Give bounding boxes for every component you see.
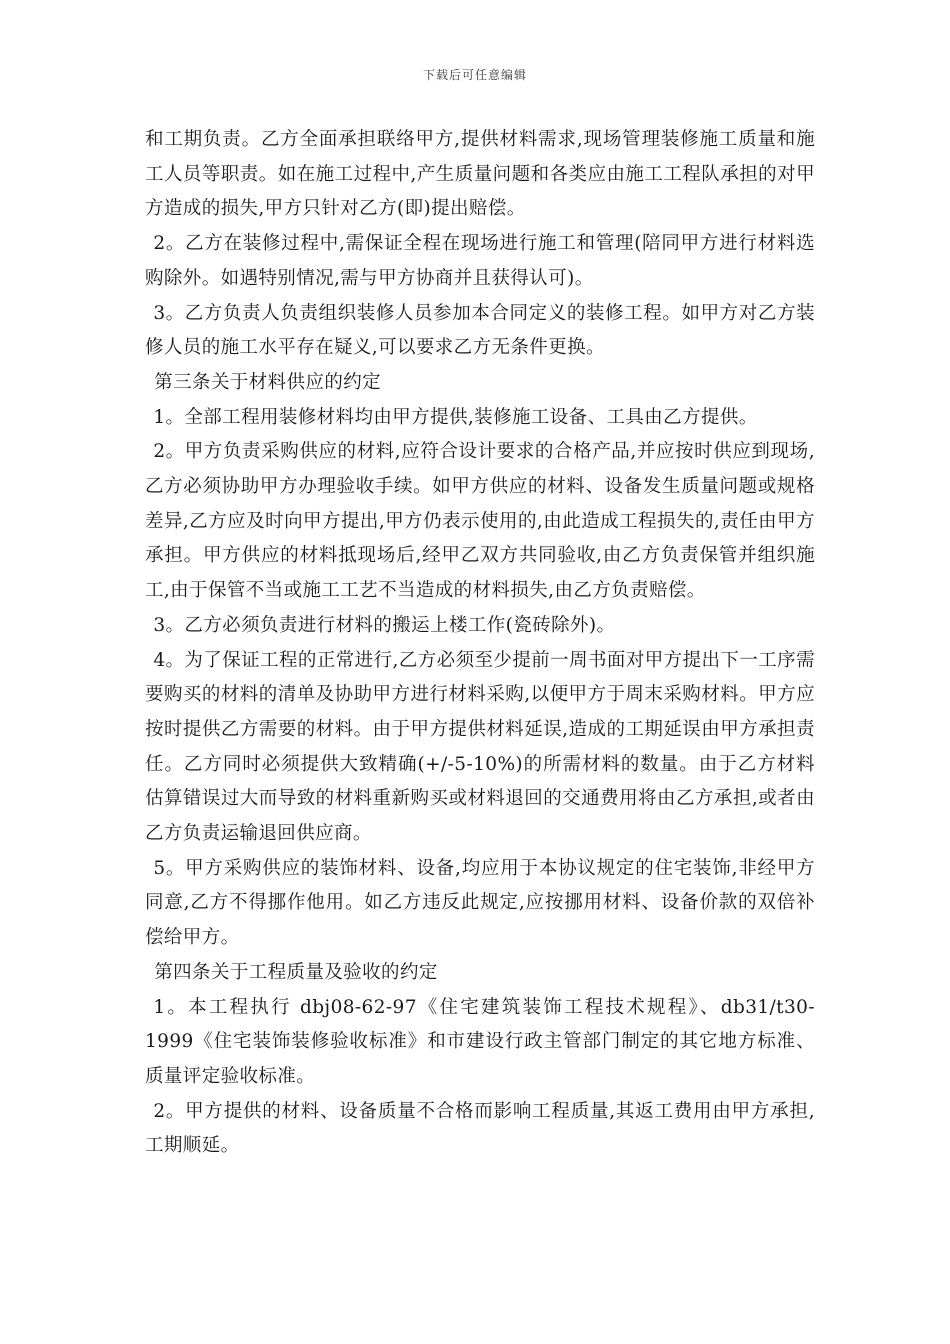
page-header-note: 下载后可任意编辑 bbox=[422, 68, 527, 82]
paragraph-item-1: 1。全部工程用装修材料均由甲方提供,装修施工设备、工具由乙方提供。 bbox=[153, 406, 758, 428]
paragraph-item-5: 5。甲方采购供应的装饰材料、设备,均应用于本协议规定的住宅装饰,非经甲方同意,乙方不得挪作他用。如乙方违反此规定,应按挪用材料、设备价款的双倍补偿给甲方。 bbox=[145, 857, 815, 949]
section-heading-article-3: 第三条关于材料供应的约定 bbox=[154, 371, 382, 393]
paragraph-item-2: 2。甲方提供的材料、设备质量不合格而影响工程质量,其返工费用由甲方承担,工期顺延。 bbox=[145, 1100, 815, 1157]
paragraph-item-3: 3。乙方负责人负责组织装修人员参加本合同定义的装修工程。如甲方对乙方装修人员的施工水平存在疑义,可以要求乙方无条件更换。 bbox=[145, 302, 815, 359]
section-heading-article-4: 第四条关于工程质量及验收的约定 bbox=[154, 961, 438, 983]
paragraph-item-3: 3。乙方必须负责进行材料的搬运上楼工作(瓷砖除外)。 bbox=[153, 614, 616, 636]
paragraph-item-2: 2。甲方负责采购供应的材料,应符合设计要求的合格产品,并应按时供应到现场,乙方必须协助甲方办理验收手续。如甲方供应的材料、设备发生质量问题或规格差异,乙方应及时向甲方提出,甲方仍表示使用的,由此造成工程损失的,责任由甲方承担。甲方供应的材料抵现场后,经甲乙双方共同验收,由乙方负责保管并组织施工,由于保管不当或施工工艺不当造成的材料损失,由乙方负责赔偿。 bbox=[145, 441, 815, 602]
paragraph-item-2: 2。乙方在装修过程中,需保证全程在现场进行施工和管理(陪同甲方进行材料选购除外。如遇特别情况,需与甲方协商并且获得认可)。 bbox=[145, 233, 815, 289]
document-body bbox=[145, 123, 815, 1164]
paragraph-item-1: 1。本工程执行 dbj08-62-97《住宅建筑装饰工程技术规程》、db31/t30-1999《住宅装饰装修验收标准》和市建设行政主管部门制定的其它地方标准、质量评定验收标准。 bbox=[145, 996, 815, 1087]
paragraph-continuation: 和工期负责。乙方全面承担联络甲方,提供材料需求,现场管理装修施工质量和施工人员等职责。如在施工过程中,产生质量问题和各类应由施工工程队承担的对甲方造成的损失,甲方只针对乙方(即)提出赔偿。 bbox=[145, 129, 815, 220]
paragraph-item-4: 4。为了保证工程的正常进行,乙方必须至少提前一周书面对甲方提出下一工序需要购买的材料的清单及协助甲方进行材料采购,以便甲方于周末采购材料。甲方应按时提供乙方需要的材料。由于甲方提供材料延误,造成的工期延误由甲方承担责任。乙方同时必须提供大致精确(+/-5-10%)的所需材料的数量。由于乙方材料估算错误过大而导致的材料重新购买或材料退回的交通费用将由乙方承担,或者由乙方负责运输退回供应商。 bbox=[145, 649, 815, 845]
